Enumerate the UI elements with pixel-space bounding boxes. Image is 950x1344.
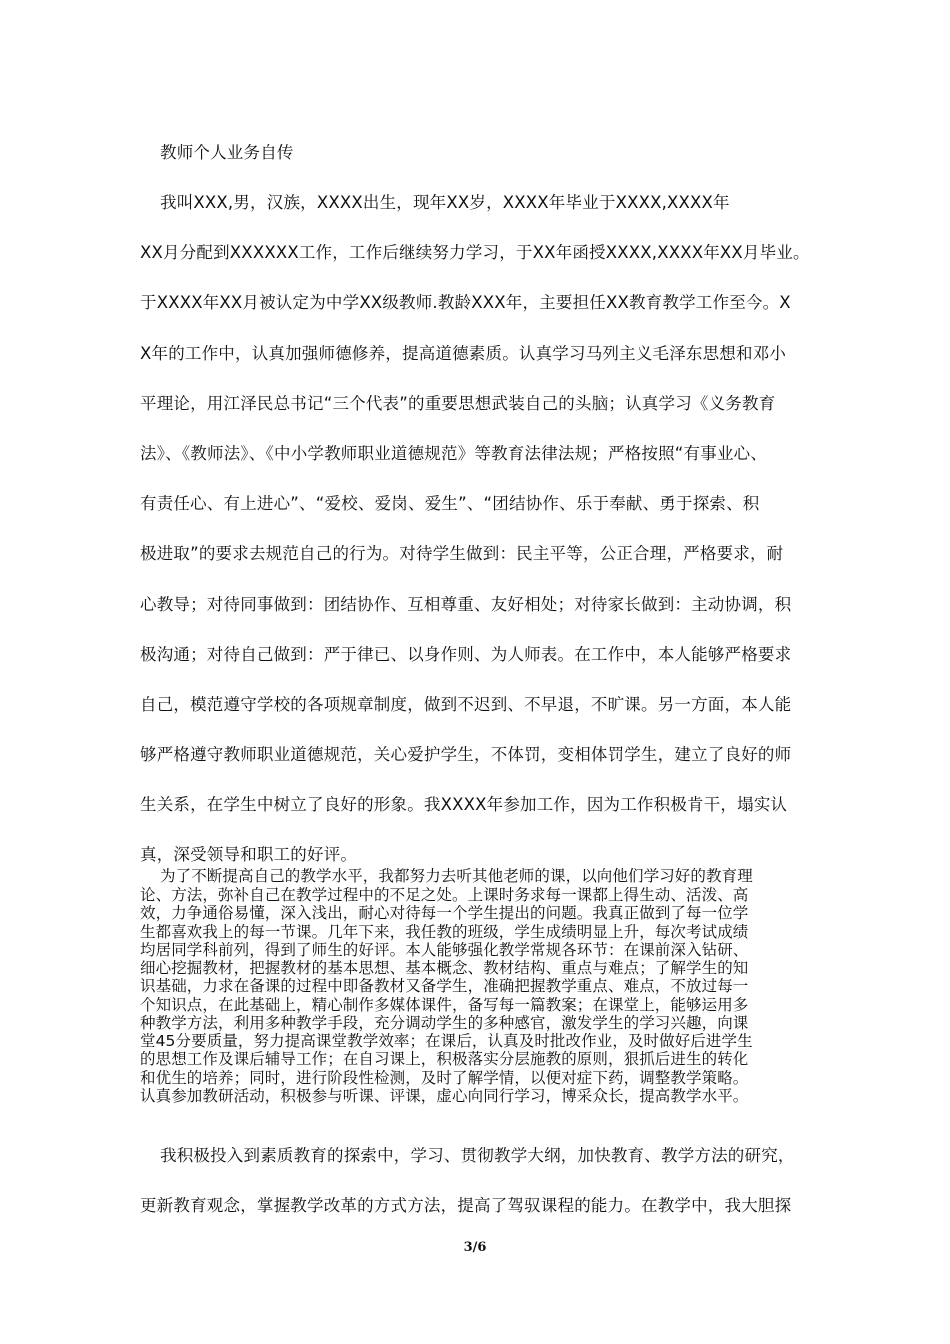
paragraph1-line: 真，深受领导和职工的好评。: [140, 845, 358, 864]
paragraph2-line: 和优生的培养；同时，进行阶段性检测，及时了解学情，以便对症下药，调整教学策略。: [140, 1069, 749, 1087]
paragraph1-line: XX月分配到XXXXXX工作，工作后继续努力学习，于XX年函授XXXX,XXXX年XX月毕业。: [140, 243, 810, 262]
paragraph2-line: 认真参加教研活动，积极参与听课、评课，虚心向同行学习，博采众长，提高教学水平。: [140, 1087, 749, 1105]
paragraph2-line: 个知识点，在此基础上，精心制作多媒体课件，备写每一篇教案；在课堂上，能够运用多: [140, 996, 749, 1014]
paragraph1-line: 有责任心、有上进心”、“爱校、爱岗、爱生”、“团结协作、乐于奉献、勇于探索、积: [140, 494, 760, 513]
paragraph1-line: 够严格遵守教师职业道德规范，关心爱护学生，不体罚，变相体罚学生，建立了良好的师: [140, 745, 792, 764]
paragraph2-line: 堂45分要质量，努力提高课堂教学效率；在课后，认真及时批改作业，及时做好后进学生: [140, 1032, 753, 1050]
paragraph2-line: 效，力争通俗易懂，深入浅出，耐心对待每一个学生提出的问题。我真正做到了每一位学: [140, 904, 749, 922]
paragraph2-line: 生都喜欢我上的每一节课。几年下来，我任教的班级，学生成绩明显上升，每次考试成绩: [140, 923, 749, 941]
paragraph1-line: 极进取”的要求去规范自己的行为。对待学生做到：民主平等，公正合理，严格要求，耐: [140, 544, 784, 563]
paragraph3-line: 我积极投入到素质教育的探索中，学习、贯彻教学大纲，加快教育、教学方法的研究，: [160, 1146, 795, 1165]
paragraph1-line: 极沟通；对待自己做到：严于律已、以身作则、为人师表。在工作中，本人能够严格要求: [140, 645, 792, 664]
page-number: 3/6: [463, 1240, 487, 1255]
paragraph1-line: 我叫XXX,男，汉族，XXXX出生，现年XX岁，XXXX年毕业于XXXX,XXXX年: [160, 193, 730, 212]
paragraph1-line: 平理论，用江泽民总书记“三个代表”的重要思想武装自己的头脑；认真学习《义务教育: [140, 394, 776, 413]
paragraph2-line: 论、方法，弥补自己在教学过程中的不足之处。上课时务求每一课都上得生动、活泼、高: [140, 886, 749, 904]
paragraph1-line: X年的工作中，认真加强师德修养，提高道德素质。认真学习马列主义毛泽东思想和邓小: [140, 344, 787, 363]
paragraph1-line: 于XXXX年XX月被认定为中学XX级教师.教龄XXX年，主要担任XX教育教学工作至今。X: [140, 293, 791, 312]
paragraph1-line: 生关系，在学生中树立了良好的形象。我XXXX年参加工作，因为工作积极肯干，塌实认: [140, 795, 788, 814]
paragraph1-line: 自己，模范遵守学校的各项规章制度，做到不迟到、不早退，不旷课。另一方面，本人能: [140, 695, 792, 714]
paragraph2-line: 细心挖掘教材，把握教材的基本思想、基本概念、教材结构、重点与难点；了解学生的知: [140, 959, 749, 977]
paragraph1-line: 心教导；对待同事做到：团结协作、互相尊重、友好相处；对待家长做到：主动协调，积: [140, 595, 792, 614]
paragraph2-line: 种教学方法，利用多种教学手段，充分调动学生的多种感官，激发学生的学习兴趣，向课: [140, 1014, 749, 1032]
paragraph2-line: 的思想工作及课后辅导工作；在自习课上，积极落实分层施教的原则，狠抓后进生的转化: [140, 1050, 749, 1068]
paragraph2-line: 识基础，力求在备课的过程中即备教材又备学生，准确把握教学重点、难点，不放过每一: [140, 977, 749, 995]
paragraph1-line: 法》、《教师法》、《中小学教师职业道德规范》等教育法律法规；严格按照“有事业心、: [140, 444, 768, 463]
paragraph2-line: 为了不断提高自己的教学水平，我都努力去听其他老师的课，以向他们学习好的教育理: [160, 867, 753, 885]
paragraph2-line: 均居同学科前列，得到了师生的好评。本人能够强化教学常规各环节：在课前深入钻研、: [140, 941, 749, 959]
document-title: 教师个人业务自传: [160, 143, 294, 162]
paragraph3-line: 更新教育观念，掌握教学改革的方式方法，提高了驾驭课程的能力。在教学中，我大胆探: [140, 1196, 792, 1215]
